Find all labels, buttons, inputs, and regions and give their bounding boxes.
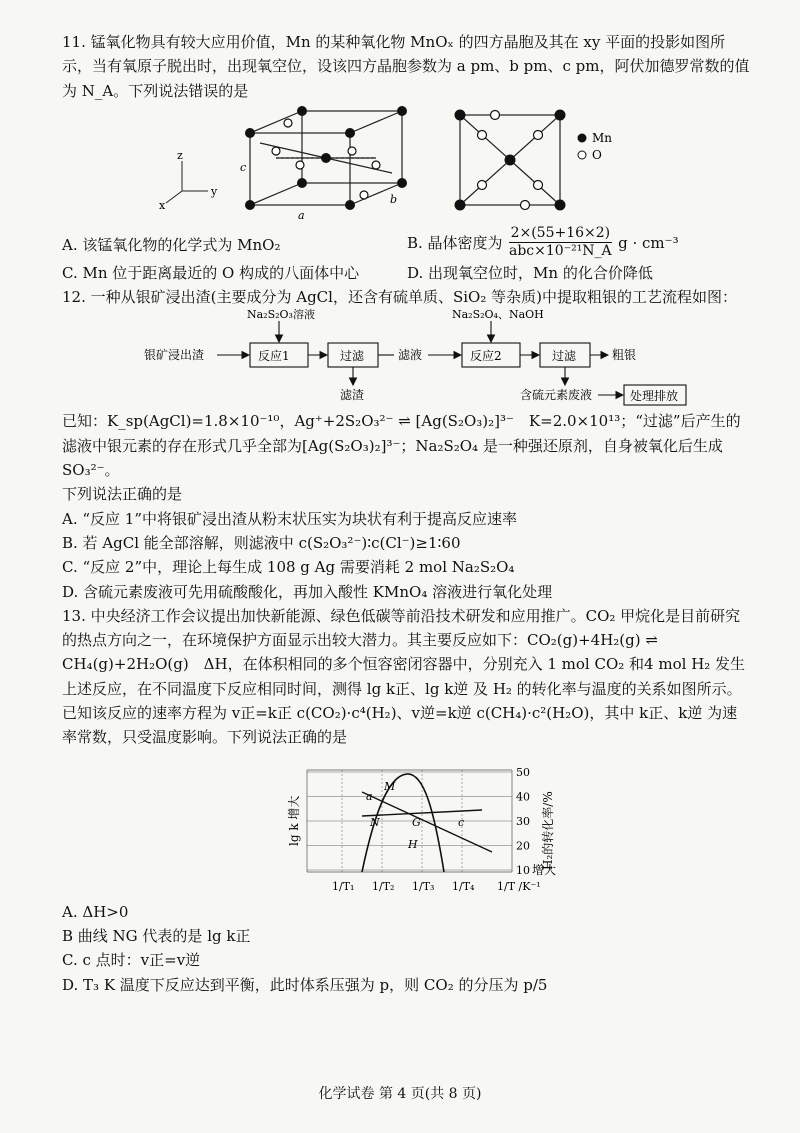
q11-stem: 11. 锰氧化物具有较大应用价值，Mn 的某种氧化物 MnOₓ 的四方晶胞及其在 xy 平面的投影如图所示，当有氧原子脱出时，出现氧空位，设该四方晶胞参数为 a pm、b pm、c pm，阿伏加德罗常数的值为 N_A。下列说法错误的是	[62, 33, 750, 100]
page-footer: 化学试卷 第 4 页(共 8 页)	[318, 1086, 482, 1102]
q13-option-a: A. ΔH>0	[62, 902, 129, 921]
edge-a-label: a	[298, 208, 305, 221]
axis-y-label: y	[211, 184, 218, 198]
legend-o-label: O	[592, 147, 602, 162]
point-label-H: H	[408, 837, 418, 851]
legend-o-dot	[578, 151, 586, 159]
point-label-M: M	[384, 779, 396, 793]
q13-chart	[62, 750, 752, 900]
right-tick-label: 10	[516, 863, 530, 877]
q12-known: 已知：K_sp(AgCl)=1.8×10⁻¹⁰，Ag⁺+2S₂O₃²⁻ ⇌ [Ag(S₂O₃)₂]³⁻ K=2.0×10¹³；“过滤”后产生的滤液中银元素的存在形式几乎全部为[Ag(S₂O₃)₂]³⁻；Na₂S₂O₄ 是一种强还原剂，自身被氧化后生成 SO₃²⁻。	[62, 412, 741, 480]
legend-mn-dot	[578, 133, 587, 142]
chart-hgrid	[307, 772, 512, 870]
residue-label: 滤渣	[340, 388, 365, 403]
q11-option-c: C. Mn 位于距离最近的 O 构成的八面体中心	[62, 263, 360, 282]
axis-z-label: z	[177, 148, 183, 162]
waste-label: 含硫元素废液	[520, 388, 593, 403]
q12-ask: 下列说法正确的是	[62, 485, 183, 504]
q11-options-row2	[62, 261, 752, 285]
x-tick-label: 1/T₁	[332, 879, 355, 893]
q12-option-d: D. 含硫元素废液可先用硫酸酸化，再加入酸性 KMnO₄ 溶液进行氧化处理	[62, 582, 553, 601]
edge-c-label: c	[240, 160, 247, 174]
box-filter2-label: 过滤	[552, 349, 577, 364]
filtrate-label: 滤液	[398, 348, 423, 363]
q11-option-b	[407, 225, 752, 261]
lgk-line-mg	[362, 789, 492, 852]
q12-option-b: B. 若 AgCl 能全部溶解，则滤液中 c(S₂O₃²⁻)∶c(Cl⁻)≥1∶60	[62, 533, 461, 552]
x-increase-label: 增大	[532, 862, 557, 877]
crystal-cell-diagram	[62, 103, 752, 221]
point-label-c: c	[458, 815, 465, 829]
x-tick-label: 1/T₂	[372, 879, 395, 893]
q11-option-b-fraction	[509, 225, 613, 261]
product-label: 粗银	[612, 348, 637, 363]
q11-option-a: A. 该锰氧化物的化学式为 MnO₂	[62, 235, 281, 254]
box-reaction1-label: 反应1	[258, 349, 290, 364]
right-tick-label: 20	[516, 839, 530, 853]
fraction-denominator: abc×10⁻²¹N_A	[509, 243, 612, 260]
treat-label: 处理排放	[630, 389, 679, 404]
q11-option-b-label: B. 晶体密度为	[407, 233, 503, 252]
ylabel-right: H₂的转化率/%	[541, 790, 555, 870]
fraction-numerator: 2×(55+16×2)	[509, 225, 613, 244]
axis-x-label: x	[159, 198, 166, 212]
right-tick-label: 30	[516, 814, 530, 828]
right-tick-label: 40	[516, 790, 530, 804]
legend-mn-label: Mn	[592, 130, 613, 145]
x-tick-label: 1/T /K⁻¹	[497, 879, 541, 893]
reagent1-label: Na₂S₂O₃溶液	[247, 309, 315, 322]
q12-stem: 12. 一种从银矿浸出渣(主要成分为 AgCl，还含有硫单质、SiO₂ 等杂质)中提取粗银的工艺流程如图：	[62, 288, 737, 307]
q13-option-c: C. c 点时：v正=v逆	[62, 951, 201, 970]
q12-option-a: A. “反应 1”中将银矿浸出渣从粉末状压实为块状有利于提高反应速率	[62, 509, 518, 528]
q11-options-row1	[62, 225, 752, 261]
q13-option-b: B 曲线 NG 代表的是 lg k正	[62, 926, 251, 945]
q11-figure	[62, 103, 752, 221]
input-label: 银矿浸出渣	[144, 348, 205, 363]
edge-b-label: b	[390, 192, 398, 206]
xyz-axes	[166, 161, 208, 203]
rate-constant-chart	[62, 750, 752, 900]
point-label-G: G	[412, 815, 421, 829]
box-filter1-label: 过滤	[340, 349, 365, 364]
x-tick-label: 1/T₄	[452, 879, 475, 893]
box-reaction2-label: 反应2	[470, 349, 502, 364]
mn-atoms-3d	[245, 106, 407, 210]
reagent2-label: Na₂S₂O₄、NaOH	[452, 309, 544, 322]
q13-option-d: D. T₃ K 温度下反应达到平衡，此时体系压强为 p，则 CO₂ 的分压为 p/5	[62, 975, 548, 994]
point-label-N: N	[370, 815, 380, 829]
exam-page	[62, 30, 752, 997]
process-flow-diagram	[62, 309, 752, 409]
right-axis-ticks	[516, 766, 530, 877]
point-label-a: a	[366, 789, 373, 803]
right-tick-label: 50	[516, 765, 530, 779]
q12-flowchart	[62, 309, 752, 409]
q13-stem: 13. 中央经济工作会议提出加快新能源、绿色低碳等前沿技术研发和应用推广。CO₂ 甲烷化是目前研究的热点方向之一，在环境保护方面显示出较大潜力。其主要反应如下：CO₂(g)+4H₂(g) ⇌ CH₄(g)+2H₂O(g) ΔH，在体积相同的多个恒容密闭容器中，分别充入 1 mol CO₂ 和4 mol H₂ 发生上述反应，在不同温度下反应相同时间，测得 lg k正、lg k逆 及 H₂ 的转化率与温度的关系如图所示。已知该反应的速率方程为 v正=k正 c(CO₂)·c⁴(H₂)、v逆=k逆 c(CH₄)·c²(H₂O)，其中 k正、k逆 为速率常数，只受温度影响。下列说法正确的是	[62, 606, 746, 747]
x-tick-label: 1/T₃	[412, 879, 435, 893]
x-axis-ticks	[332, 880, 541, 893]
q11-option-b-unit: g · cm⁻³	[618, 233, 679, 252]
q12-option-c: C. “反应 2”中，理论上每生成 108 g Ag 需要消耗 2 mol Na₂S₂O₄	[62, 558, 515, 577]
ylabel-left: lg k 增大	[287, 795, 301, 846]
q11-option-d: D. 出现氧空位时，Mn 的化合价降低	[407, 263, 653, 282]
